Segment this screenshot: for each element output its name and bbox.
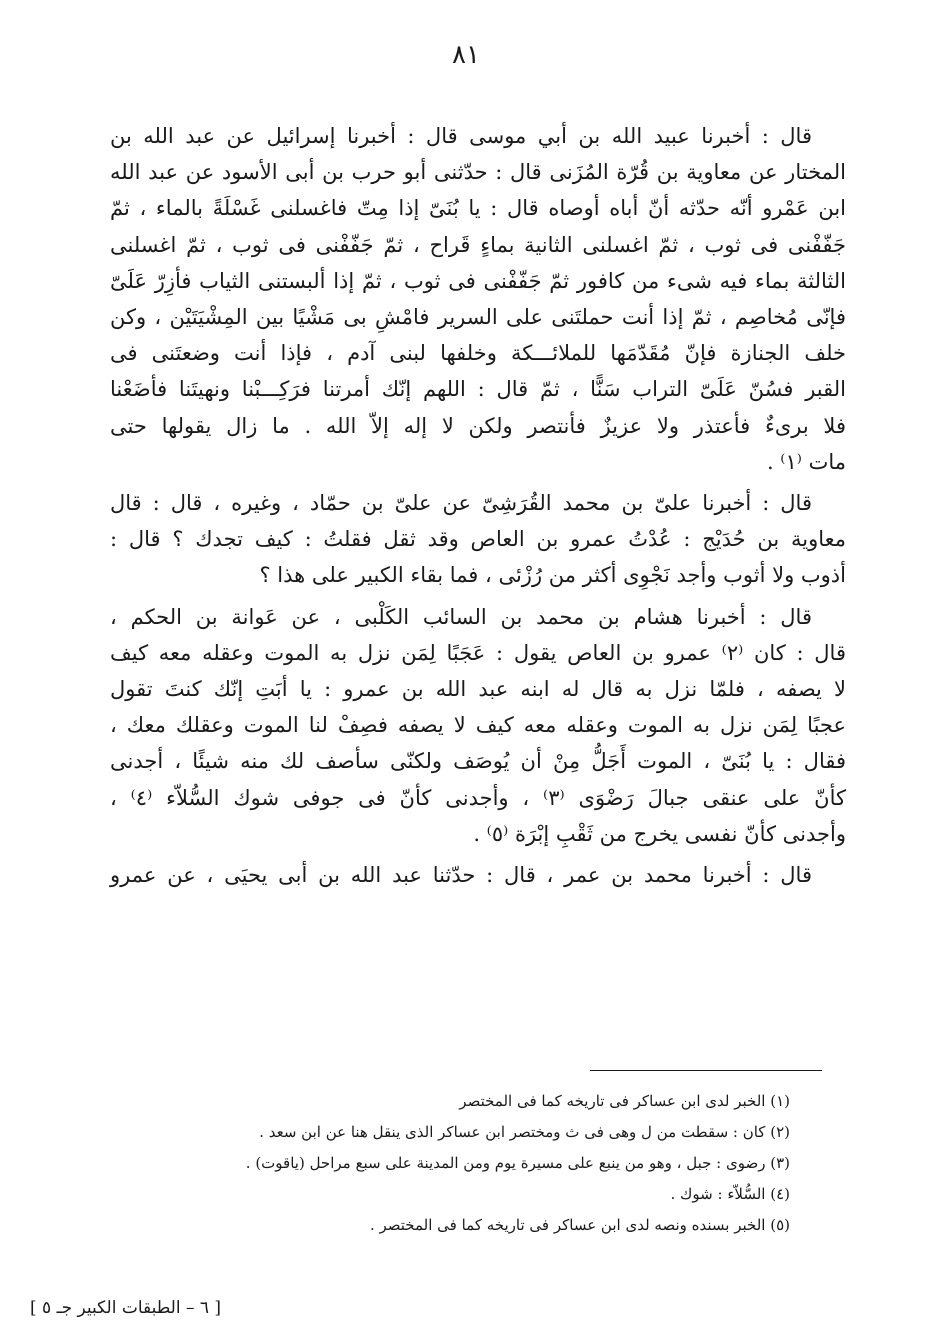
text-line: عجبًا لِمَن نزل به الموت وعقله معه كيف لا يصفه فصِفْ لنا الموت وعقلك معك ، xyxy=(110,713,846,738)
text-line: جَفّفْنى فى ثوب ، ثمّ اغسلنى الثانية بماءٍ قَراح ، ثمّ جَفّفْنى فى ثوب ، ثمّ اغسلنى xyxy=(110,232,846,257)
text-line: قال : كان ⁽٢⁾ عمرو بن العاص يقول : عَجَبًا لِمَن نزل به الموت وعقله معه كيف xyxy=(110,640,846,665)
paragraph-1 xyxy=(110,118,846,480)
text-line: وأجدنى كأنّ نفسى يخرج من ثَقْبِ إبْرَة ⁽٥⁾ . xyxy=(473,821,846,846)
text-line: معاوية بن حُدَيْج : عُدْتُ عمرو بن العاص وقد ثقل فقلتُ : كيف تجدك ؟ قال : xyxy=(110,527,846,552)
text-line: كأنّ على عنقى جبالَ رَضْوَى ⁽٣⁾ ، وأجدنى كأنّ فى جوفى شوك السُّلاّء ⁽٤⁾ ، xyxy=(110,785,846,810)
text-line: القبر فسُنّ عَلَىّ التراب سَنًّا ، ثمّ قال : اللهم إنّك أمرتنا فرَكِـــبْنا ونهيتَنا فأضَعْنا xyxy=(110,377,846,402)
text-line: لا يصفه ، فلمّا نزل به قال له ابنه عبد الله بن عمرو : يا أبَتِ إنّك كنتَ تقول xyxy=(110,677,846,702)
text-line: فإنّى مُخاصِم ، ثمّ إذا أنت حملتَنى على السرير فامْشِ بى مَشْيًا بين المِشْيَتَيْن ، وكن xyxy=(110,305,846,330)
footnote-1: (١) الخبر لدى ابن عساكر فى تاريخه كما فى المختصر xyxy=(459,1092,790,1110)
text-line: ابن عَمْرو أنّه حدّثه أنّ أباه أوصاه قال : يا بُنَىّ إذا مِتّ فاغسلنى غَسْلَةً بالماء ، ثمّ xyxy=(110,196,846,221)
text-line: فلا برىءٌ فأعتذر ولا عزيزٌ فأنتصر ولكن لا إله إلاّ الله . ما زال يقولها حتى xyxy=(110,413,846,438)
footnote-5: (٥) الخبر بسنده ونصه لدى ابن عساكر فى تاريخه كما فى المختصر . xyxy=(369,1216,790,1234)
page-number: ٨١ xyxy=(452,40,480,70)
paragraph-4 xyxy=(110,857,846,893)
footnote-3: (٣) رضوى : جبل ، وهو من ينبع على مسيرة يوم ومن المدينة على سبع مراحل (ياقوت) . xyxy=(245,1154,790,1172)
footnote-4: (٤) السُّلاّء : شوك . xyxy=(670,1185,790,1203)
main-text xyxy=(110,118,846,893)
text-line: مات ⁽١⁾ . xyxy=(766,449,846,474)
text-line: المختار عن معاوية بن قُرّة المُزَنى قال : حدّثنى أبو حرب بن أبى الأسود عن عبد الله xyxy=(110,160,846,185)
text-line: قال : أخبرنا هشام بن محمد بن السائب الكَلْبى ، عن عَوانة بن الحكم ، xyxy=(110,604,812,629)
text-line: فقال : يا بُنَىّ ، الموت أَجَلُّ مِنْ أن يُوصَف ولكنّى سأصف لك منه شيئًا ، أجدنى xyxy=(110,749,846,774)
text-line: خلف الجنازة فإنّ مُقَدّمَها للملائـــكة وخلفها لبنى آدم ، فإذا أنت وضعتَنى فى xyxy=(110,341,846,366)
paragraph-2 xyxy=(110,485,846,594)
paragraph-3 xyxy=(110,599,846,852)
text-line: قال : أخبرنا علىّ بن محمد القُرَشِىّ عن علىّ بن حمّاد ، وغيره ، قال : قال xyxy=(110,491,812,516)
footnote-2: (٢) كان : سقطت من ل وهى فى ث ومختصر ابن عساكر الذى ينقل هنا عن ابن سعد . xyxy=(259,1123,790,1141)
text-line: قال : أخبرنا محمد بن عمر ، قال : حدّثنا عبد الله بن أبى يحيَى ، عن عمرو xyxy=(110,863,812,888)
footnotes xyxy=(110,1086,790,1241)
footnote-divider xyxy=(590,1070,822,1071)
text-line: الثالثة بماء فيه شىء من كافور ثمّ جَفّفْنى فى ثوب ، ثمّ إذا ألبستنى الثياب فأزِرّ عَلَىّ xyxy=(110,268,846,293)
text-line: أذوب ولا أثوب وأجد نَجْوِى أكثر من رُزْئى ، فما بقاء الكبير على هذا ؟ xyxy=(259,563,846,588)
text-line: قال : أخبرنا عبيد الله بن أبي موسى قال : أخبرنا إسرائيل عن عبد الله بن xyxy=(110,124,812,148)
signature-mark: [ ٦ – الطبقات الكبير جـ ٥ ] xyxy=(30,1298,222,1318)
